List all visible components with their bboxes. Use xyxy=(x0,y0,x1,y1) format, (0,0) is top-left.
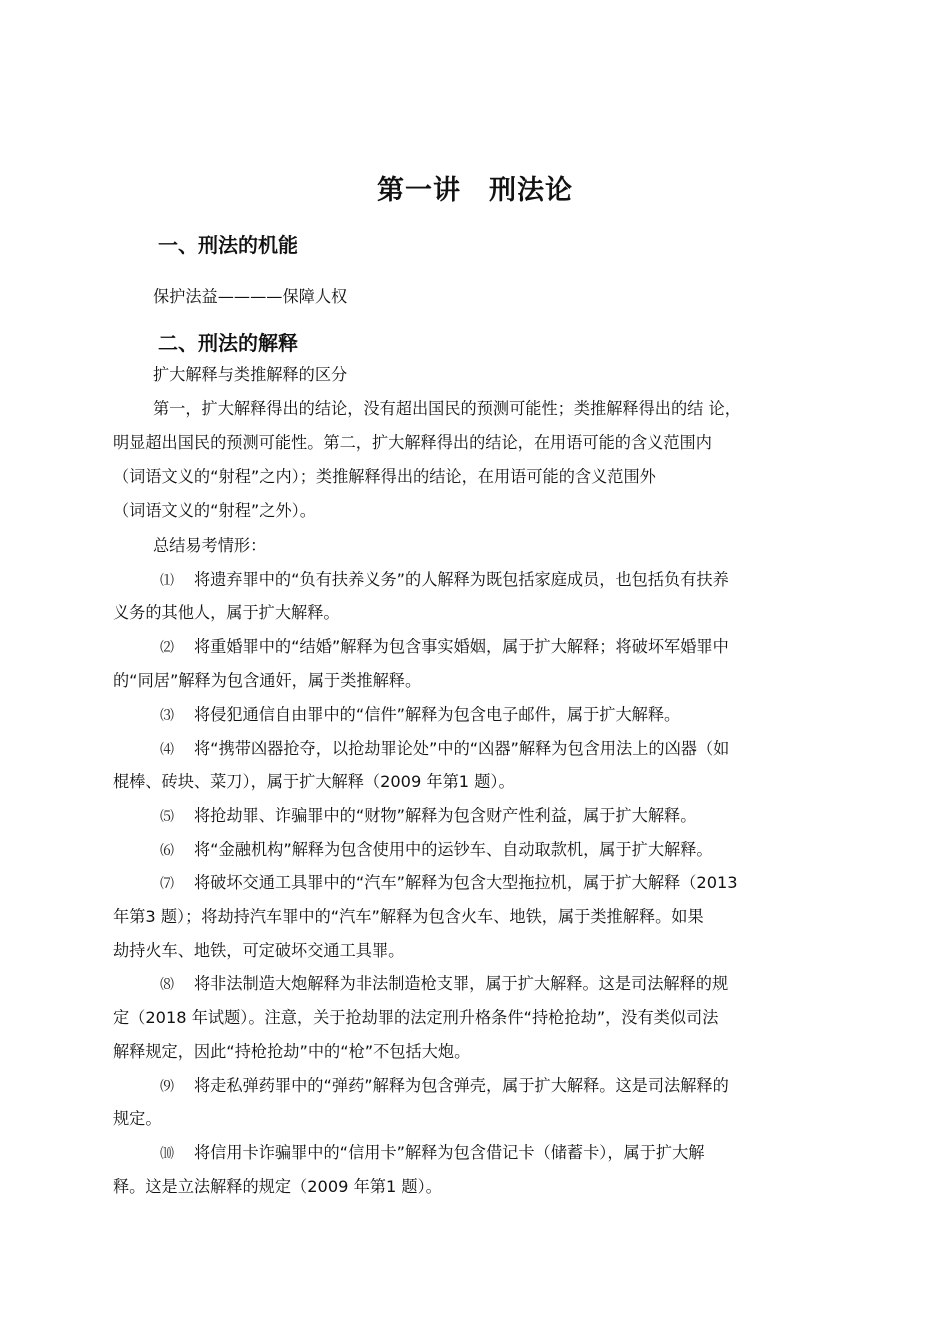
page-title: 第一讲 刑法论 xyxy=(377,175,573,206)
list-item xyxy=(160,1142,704,1165)
item-line: 释。这是立法解释的规定（2009 年第1 题）。 xyxy=(113,1177,442,1196)
item-line: 将“携带凶器抢夺，以抢劫罪论处”中的“凶器”解释为包含用法上的凶器（如 xyxy=(194,739,730,758)
item-line: 定（2018 年试题）。注意，关于抢劫罪的法定刑升格条件“持枪抢劫”，没有类似司法 xyxy=(113,1008,719,1027)
summary-label: 总结易考情形： xyxy=(153,536,267,555)
item-line: 的“同居”解释为包含通奸，属于类推解释。 xyxy=(113,671,422,690)
para1-line: 第一，扩大解释得出的结论，没有超出国民的预测可能性；类推解释得出的结 论， xyxy=(153,399,741,418)
item-number: ⑷ xyxy=(160,742,174,758)
item-number: ⑻ xyxy=(160,977,174,993)
item-number: ⑼ xyxy=(160,1079,174,1095)
item-number: ⑶ xyxy=(160,708,174,724)
para1-line: （词语文义的“射程”之内）；类推解释得出的结论，在用语可能的含义范围外 xyxy=(113,467,656,486)
list-item xyxy=(160,738,729,761)
para1-line: 明显超出国民的预测可能性。第二，扩大解释得出的结论，在用语可能的含义范围内 xyxy=(113,433,712,452)
item-number: ⑵ xyxy=(160,640,174,656)
item-line: 义务的其他人，属于扩大解释。 xyxy=(113,603,340,622)
item-line: 棍棒、砖块、菜刀），属于扩大解释（2009 年第1 题）。 xyxy=(113,772,515,791)
item-number: ⑹ xyxy=(160,843,174,859)
list-item xyxy=(160,569,729,592)
list-item xyxy=(160,872,738,895)
item-number: ⑽ xyxy=(160,1146,174,1162)
item-line: 规定。 xyxy=(113,1109,162,1128)
section2-subheading: 扩大解释与类推解释的区分 xyxy=(153,365,348,384)
item-line: 解释规定，因此“持枪抢劫”中的“枪”不包括大炮。 xyxy=(113,1042,471,1061)
item-line: 将重婚罪中的“结婚”解释为包含事实婚姻，属于扩大解释；将破坏军婚罪中 xyxy=(194,637,729,656)
list-item xyxy=(160,839,713,862)
item-line: 将侵犯通信自由罪中的“信件”解释为包含电子邮件，属于扩大解释。 xyxy=(194,705,681,724)
item-number: ⑺ xyxy=(160,876,174,892)
item-number: ⑸ xyxy=(160,809,174,825)
section1-text: 保护法益————保障人权 xyxy=(153,287,348,306)
item-line: 将走私弹药罪中的“弹药”解释为包含弹壳，属于扩大解释。这是司法解释的 xyxy=(194,1076,729,1095)
item-line: 年第3 题）；将劫持汽车罪中的“汽车”解释为包含火车、地铁，属于类推解释。如果 xyxy=(113,907,704,926)
list-item xyxy=(160,1075,729,1098)
item-number: ⑴ xyxy=(160,573,174,589)
item-line: 劫持火车、地铁，可定破坏交通工具罪。 xyxy=(113,941,405,960)
list-item xyxy=(160,973,728,996)
list-item xyxy=(160,805,696,828)
item-line: 将“金融机构”解释为包含使用中的运钞车、自动取款机，属于扩大解释。 xyxy=(194,840,713,859)
para1-line: （词语文义的“射程”之外）。 xyxy=(113,501,316,520)
item-line: 将抢劫罪、诈骗罪中的“财物”解释为包含财产性利益，属于扩大解释。 xyxy=(194,806,697,825)
list-item xyxy=(160,704,680,727)
item-line: 将非法制造大炮解释为非法制造枪支罪，属于扩大解释。这是司法解释的规 xyxy=(194,974,729,993)
item-line: 将遗弃罪中的“负有扶养义务”的人解释为既包括家庭成员，也包括负有扶养 xyxy=(194,570,729,589)
item-line: 将破坏交通工具罪中的“汽车”解释为包含大型拖拉机，属于扩大解释（2013 xyxy=(194,873,738,892)
section-heading-1: 一、刑法的机能 xyxy=(158,233,298,257)
list-item xyxy=(160,636,729,659)
item-line: 将信用卡诈骗罪中的“信用卡”解释为包含借记卡（储蓄卡），属于扩大解 xyxy=(194,1143,705,1162)
section-heading-2: 二、刑法的解释 xyxy=(158,331,298,355)
